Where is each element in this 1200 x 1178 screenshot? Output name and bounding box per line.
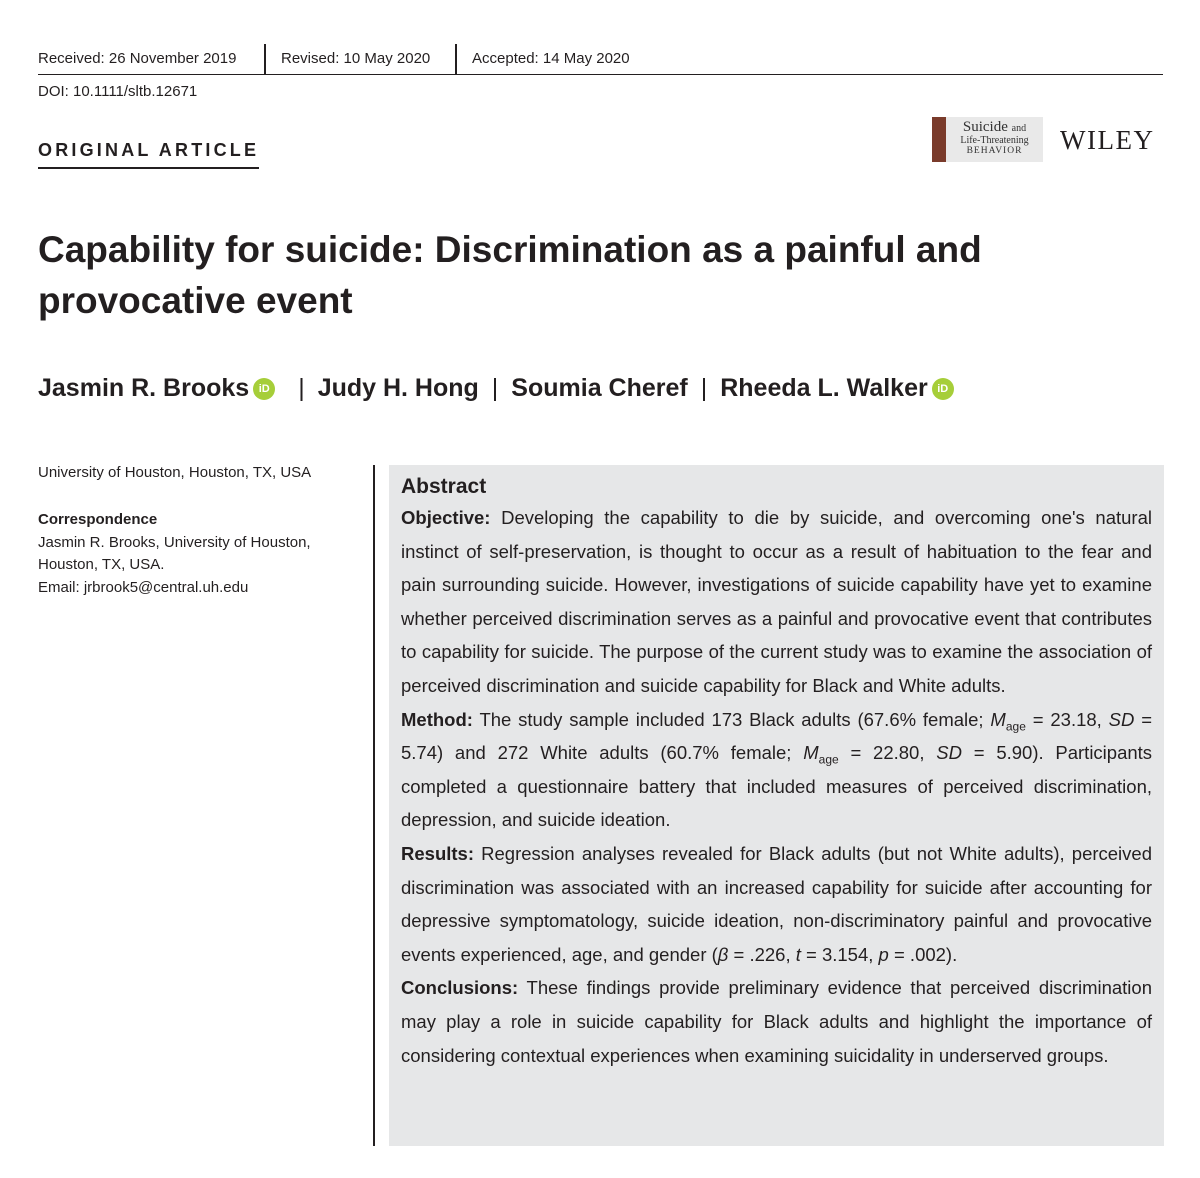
results-text: = .226, <box>733 943 791 965</box>
method-text: = 23.18, <box>1032 708 1102 730</box>
author-name[interactable]: Judy H. Hong <box>317 374 479 402</box>
affiliation: University of Houston, Houston, TX, USA <box>38 464 312 481</box>
results-text: = 3.154, <box>806 943 874 965</box>
author-name[interactable]: Jasmin R. Brooks <box>38 374 250 402</box>
abstract-box <box>389 465 1164 1146</box>
article-title: Capability for suicide: Discrimination as a painful and provocative event <box>38 229 982 321</box>
correspondence-email[interactable]: Email: jrbrook5@central.uh.edu <box>38 578 249 596</box>
author-separator: | <box>700 374 708 402</box>
objective-text: Developing the capability to die by suicide, and overcoming one's natural instinct of self-preservation, is thought to occur as a result of habituation to the fear and pain surrounding suicide. However, investigations of suicide capability have yet to examine whether perceived discrimination serves as a painful and provocative event that contributes to capability for suicide. The purpose of the current study was to examine the association of perceived discrimination and suicide capability for Black and White adults. <box>401 507 1152 696</box>
method-label: Method: <box>401 708 473 730</box>
correspondence-line: Jasmin R. Brooks, University of Houston, <box>38 533 311 551</box>
date-divider <box>455 44 457 74</box>
sd-symbol: SD <box>1108 708 1135 730</box>
results-label: Results: <box>401 842 474 864</box>
journal-logo-and: and <box>1011 123 1027 134</box>
m-symbol: M <box>803 742 819 764</box>
article-type: ORIGINAL ARTICLE <box>38 140 259 169</box>
publication-dates <box>38 44 1163 75</box>
author-separator: | <box>491 374 499 402</box>
beta-symbol: β <box>717 943 729 965</box>
method-text: The study sample included 173 Black adults (67.6% female; <box>479 708 984 730</box>
method-text: = 5.90). Participants completed a questionnaire battery that included measures of perceived discrimination, depression, and suicide ideation. <box>401 742 1153 831</box>
m-subscript: age <box>1005 719 1026 734</box>
doi[interactable]: DOI: 10.1111/sltb.12671 <box>38 83 198 100</box>
author-list <box>38 374 964 403</box>
column-divider <box>373 465 375 1146</box>
received-date: Received: 26 November 2019 <box>38 50 237 67</box>
correspondence-heading: Correspondence <box>38 511 158 528</box>
abstract-conclusions <box>401 971 1152 1072</box>
t-symbol: t <box>795 943 801 965</box>
journal-logo-line1: Suicide <box>962 119 1008 135</box>
publisher-logo[interactable]: WILEY <box>1060 125 1155 155</box>
correspondence <box>38 509 311 599</box>
conclusions-text: These findings provide preliminary evidence that perceived discrimination may play a role in suicide capability for Black adults and highlight the importance of considering contextual experiences when examining suicidality in underserved groups. <box>401 977 1152 1066</box>
accepted-date: Accepted: 14 May 2020 <box>472 50 630 67</box>
objective-label: Objective: <box>401 507 491 528</box>
orcid-icon[interactable]: iD <box>253 378 275 400</box>
journal-logo-line3: BEHAVIOR <box>966 146 1023 156</box>
abstract-results <box>401 837 1152 971</box>
abstract-method <box>401 703 1152 837</box>
abstract-objective <box>401 501 1152 703</box>
conclusions-label: Conclusions: <box>401 977 519 999</box>
author-name[interactable]: Soumia Cheref <box>511 374 688 402</box>
author-name[interactable]: Rheeda L. Walker <box>720 374 928 402</box>
date-divider <box>264 44 266 74</box>
journal-logo-line2: Life-Threatening <box>960 135 1029 146</box>
p-symbol: p <box>878 943 889 965</box>
correspondence-line: Houston, TX, USA. <box>38 556 165 573</box>
results-text: Regression analyses revealed for Black adults (but not White adults), perceived discrimination was associated with an increased capability for suicide after accounting for depressive symptomatology, suicide ideation, non-discriminatory painful and provocative events experienced, age, and gender ( <box>401 842 1152 965</box>
method-text: = 22.80, <box>850 742 925 764</box>
m-symbol: M <box>990 708 1006 730</box>
abstract-heading: Abstract <box>401 475 487 498</box>
author-separator: | <box>298 374 305 402</box>
orcid-icon[interactable]: iD <box>932 378 954 400</box>
revised-date: Revised: 10 May 2020 <box>281 50 431 67</box>
results-text: = .002). <box>893 943 958 965</box>
sd-symbol: SD <box>936 742 962 764</box>
journal-logo[interactable] <box>932 117 1043 162</box>
method-text: = 5.74) and 272 White adults (60.7% female; <box>401 708 1153 764</box>
m-subscript: age <box>818 752 839 767</box>
